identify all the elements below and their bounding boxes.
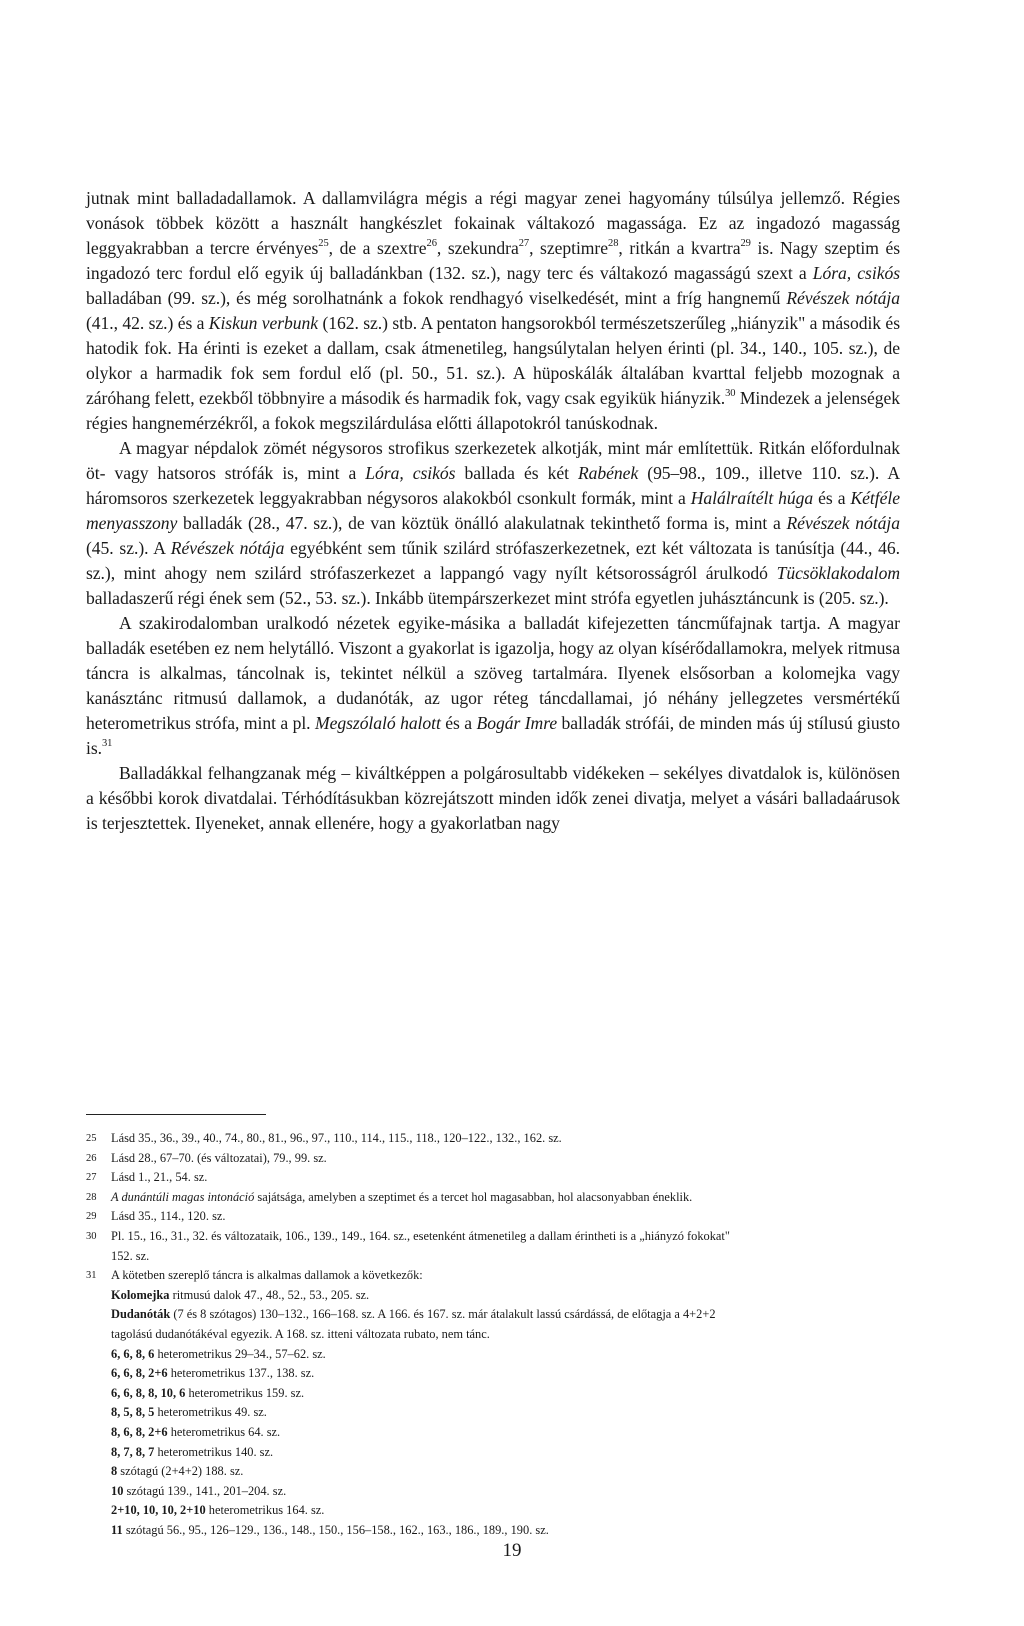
footnote-line <box>111 1501 900 1521</box>
footnote-line <box>111 1521 900 1541</box>
text-run: 152. sz. <box>111 1248 150 1263</box>
footnotes <box>86 1129 900 1540</box>
footnote-separator <box>86 1114 266 1115</box>
bold-term: 8, 5, 8, 5 <box>111 1405 155 1420</box>
text-run: heterometrikus 64. sz. <box>167 1424 281 1439</box>
text-run: Lásd 28., 67–70. (és változatai), 79., 99. sz. <box>111 1150 327 1165</box>
bold-term: Kolomejka <box>111 1287 170 1302</box>
footnote-line <box>111 1129 900 1149</box>
footnote-line <box>111 1403 900 1423</box>
text-run: heterometrikus 49. sz. <box>154 1405 267 1420</box>
italic-title: Lóra, csikós <box>812 263 900 283</box>
bold-term: 8, 7, 8, 7 <box>111 1444 155 1459</box>
footnote-number: 28 <box>86 1191 97 1203</box>
text-run: Balladákkal felhangzanak még – kiváltképpen a polgárosultabb vidékeken – sekélyes divatdalok is, különösen a későbbi korok divatdalai. Térhódításukban közrejátszott minden idők zenei divatja, melyet a vásári balladaárusok is terjesztettek. Ilyeneket, annak ellenére, hogy a gyakorlatban nagy <box>86 763 900 833</box>
text-run: balladák strófái, de minden más új stílusú giusto is. <box>86 713 900 758</box>
footnote-line <box>111 1482 900 1502</box>
footnote-line <box>111 1207 900 1227</box>
text-run: jutnak mint balladadallamok. A dallamvilágra mégis a régi magyar zenei hagyomány túlsúlya jellemző. Régies vonások többek között a használt hangkészlet fokainak váltakozó magassága. Ez az ingadozó magasság leggyakrabban a tercre érvényes <box>86 188 900 258</box>
bold-term: 8, 6, 8, 2+6 <box>111 1424 168 1439</box>
text-run: balladaszerű régi ének sem (52., 53. sz.). Inkább ütempárszerkezet mint strófa egyetlen juhásztáncunk is (205. sz.). <box>86 588 889 608</box>
footnote-reference: 29 <box>740 238 751 250</box>
text-run: , de a szextre <box>328 238 427 258</box>
footnote-line <box>111 1364 900 1384</box>
bold-term: 8 <box>111 1464 118 1479</box>
text-run: A magyar népdalok zömét négysoros strofikus szerkezetek alkotják, mint már említettük. Ritkán előfordulnak öt- vagy hatsoros strófák is, mint a <box>86 438 900 483</box>
text-run: heterometrikus 137., 138. sz. <box>167 1366 315 1381</box>
text-run: heterometrikus 159. sz. <box>185 1385 305 1400</box>
text-run: szótagú 56., 95., 126–129., 136., 148., 150., 156–158., 162., 163., 186., 189., 190. sz. <box>122 1522 549 1537</box>
footnote-reference: 27 <box>518 238 530 250</box>
footnote-line <box>111 1149 900 1169</box>
footnote-line <box>111 1462 900 1482</box>
italic-title: Kétféle menyasszony <box>86 488 900 533</box>
footnote-line <box>111 1345 900 1365</box>
italic-title: Révészek nótája <box>786 513 900 533</box>
footnote-line <box>111 1384 900 1404</box>
text-run: heterometrikus 140. sz. <box>154 1444 274 1459</box>
bold-term: 2+10, 10, 10, 2+10 <box>111 1503 206 1518</box>
text-run: balladák (28., 47. sz.), de van köztük önálló alakulatnak tekinthető forma is, mint a <box>177 513 787 533</box>
italic-title: Rabének <box>577 463 639 483</box>
italic-title: Kiskun verbunk <box>208 313 319 333</box>
text-run: A szakirodalomban uralkodó nézetek egyike-másika a balladát kifejezetten táncműfajnak tartja. A magyar balladák esetében ez nem helytálló. Viszont a gyakorlat is igazolja, hogy az olyan kísérődallamokra, melyek ritmusa táncra is alkalmas, táncolnak is, tekintet nélkül a szöveg tartalmára. Ilyenek elsősorban a kolomejka vagy kanásztánc ritmusú dallamok, a dudanóták, az ugor réteg táncdallamai, jó néhány jellegzetes versmértékű heterometrikus strófa, mint a pl. <box>86 613 900 733</box>
footnote-number: 27 <box>86 1172 97 1184</box>
text-run: is. Nagy szeptim és ingadozó terc fordul elő egyik új balladánkban (132. sz.), nagy terc és váltakozó magasságú szext a <box>86 238 901 283</box>
footnote-number: 25 <box>86 1133 97 1144</box>
text-run: szótagú (2+4+2) 188. sz. <box>117 1464 244 1479</box>
main-text <box>86 186 900 836</box>
footnote-reference: 28 <box>608 238 619 250</box>
bold-term: 10 <box>111 1483 124 1498</box>
footnote-line <box>111 1325 900 1345</box>
bold-term: 6, 6, 8, 2+6 <box>111 1366 168 1381</box>
italic-title: A dunántúli magas intonáció <box>111 1189 255 1204</box>
text-run: ritmusú dalok 47., 48., 52., 53., 205. sz. <box>169 1287 370 1302</box>
text-run: heterometrikus 164. sz. <box>205 1503 325 1518</box>
text-run: heterometrikus 29–34., 57–62. sz. <box>154 1346 326 1361</box>
text-run: Lásd 35., 114., 120. sz. <box>111 1209 226 1224</box>
footnote <box>86 1168 900 1188</box>
text-run: (95–98., 109., illetve 110. sz.). A háromsoros szerkezetek leggyakrabban négysoros alakokból csonkult formák, mint a <box>86 463 900 508</box>
text-run: , szekundra <box>436 238 519 258</box>
text-run: sajátsága, amelyben a szeptimet és a tercet hol magasabban, hol alacsonyabban éneklik. <box>254 1189 693 1204</box>
text-run: , szeptimre <box>529 238 608 258</box>
bold-term: Dudanóták <box>111 1307 171 1322</box>
text-run: (41., 42. sz.) és a <box>86 313 209 333</box>
footnote-reference: 31 <box>101 738 113 750</box>
text-run: (7 és 8 szótagos) 130–132., 166–168. sz. A 166. és 167. sz. már átalakult lassú csárdássá, de előtagja a 4+2+2 <box>170 1307 716 1322</box>
italic-title: Tücsöklakodalom <box>776 563 900 583</box>
footnote-line <box>111 1443 900 1463</box>
text-run: Pl. 15., 16., 31., 32. és változataik, 106., 139., 149., 164. sz., esetenként átmenetileg a dallam érintheti is a „hiányzó fokokat" <box>111 1228 730 1243</box>
footnote-number: 31 <box>86 1270 97 1282</box>
footnote-number: 29 <box>86 1211 97 1223</box>
text-run: és a <box>440 713 477 733</box>
footnote-line <box>111 1168 900 1188</box>
bold-term: 6, 6, 8, 8, 10, 6 <box>111 1385 186 1400</box>
footnote-line <box>111 1305 900 1325</box>
italic-title: Révészek nótája <box>786 288 900 308</box>
footnote <box>86 1227 900 1266</box>
bold-term: 6, 6, 8, 6 <box>111 1346 155 1361</box>
footnote <box>86 1129 900 1149</box>
footnote <box>86 1149 900 1169</box>
footnote <box>86 1188 900 1208</box>
text-run: és a <box>813 488 851 508</box>
italic-title: Révészek nótája <box>170 538 285 558</box>
text-run: (162. sz.) stb. A pentaton hangsorokból természetszerűleg „hiányzik" a második és hatodik fok. Ha érinti is ezeket a dallam, csak átmenetileg, hangsúlytalan helyen érinti (pl. 34., 140., 105. sz.), de olykor a harmadik fok sem fordul elő (pl. 50., 51. sz.). A hüposkálák általában kvarttal feljebb mozognak a záróhang felett, ezekből többnyire a második és harmadik fok, vagy csak egyikük hiányzik. <box>86 313 900 408</box>
text-run: Lásd 35., 36., 39., 40., 74., 80., 81., 96., 97., 110., 114., 115., 118., 120–122., 132., 162. sz. <box>111 1131 562 1145</box>
footnote-line <box>111 1247 900 1267</box>
footnote-line <box>111 1188 900 1208</box>
text-run: tagolású dudanótákéval egyezik. A 168. sz. itteni változata rubato, nem tánc. <box>111 1326 490 1341</box>
text-run: A kötetben szereplő táncra is alkalmas dallamok a következők: <box>111 1268 423 1283</box>
text-run: szótagú 139., 141., 201–204. sz. <box>123 1483 287 1498</box>
text-run: Mindezek a jelenségek régies hangnemérzékről, a fokok megszilárdulása előtti állapotokról tanúskodnak. <box>86 388 900 433</box>
footnote <box>86 1207 900 1227</box>
text-run: (45. sz.). A <box>86 538 171 558</box>
paragraph <box>86 186 900 436</box>
footnote-reference: 25 <box>318 238 329 250</box>
footnote-number: 26 <box>86 1152 97 1164</box>
bold-term: 11 <box>111 1522 123 1537</box>
footnote-reference: 26 <box>426 238 437 250</box>
footnote-line <box>111 1266 900 1286</box>
page-number: 19 <box>502 1540 522 1561</box>
text-run: ballada és két <box>455 463 578 483</box>
italic-title: Megszólaló halott <box>314 713 441 733</box>
text-run: , ritkán a kvartra <box>618 238 741 258</box>
footnote-number: 30 <box>86 1230 97 1242</box>
paragraph <box>86 436 900 611</box>
footnote-reference: 30 <box>725 388 736 400</box>
footnote-line <box>111 1423 900 1443</box>
text-run: egyébként sem tűnik szilárd strófaszerkezetnek, ezt két változata is tanúsítja (44., 46. sz.), mint ahogy nem szilárd strófaszerkezet a lappangó vagy nyílt kétsorosságról árulkodó <box>86 538 900 583</box>
italic-title: Lóra, csikós <box>365 463 456 483</box>
footnote <box>86 1266 900 1540</box>
footnote-line <box>111 1227 900 1247</box>
paragraph <box>86 611 900 761</box>
text-run: balladában (99. sz.), és még sorolhatnánk a fokok rendhagyó viselkedését, mint a fríg hangnemű <box>86 288 787 308</box>
footnote-line <box>111 1286 900 1306</box>
text-run: Lásd 1., 21., 54. sz. <box>111 1170 208 1185</box>
paragraph <box>86 761 900 836</box>
italic-title: Bogár Imre <box>476 713 558 733</box>
italic-title: Halálraítélt húga <box>690 488 814 508</box>
